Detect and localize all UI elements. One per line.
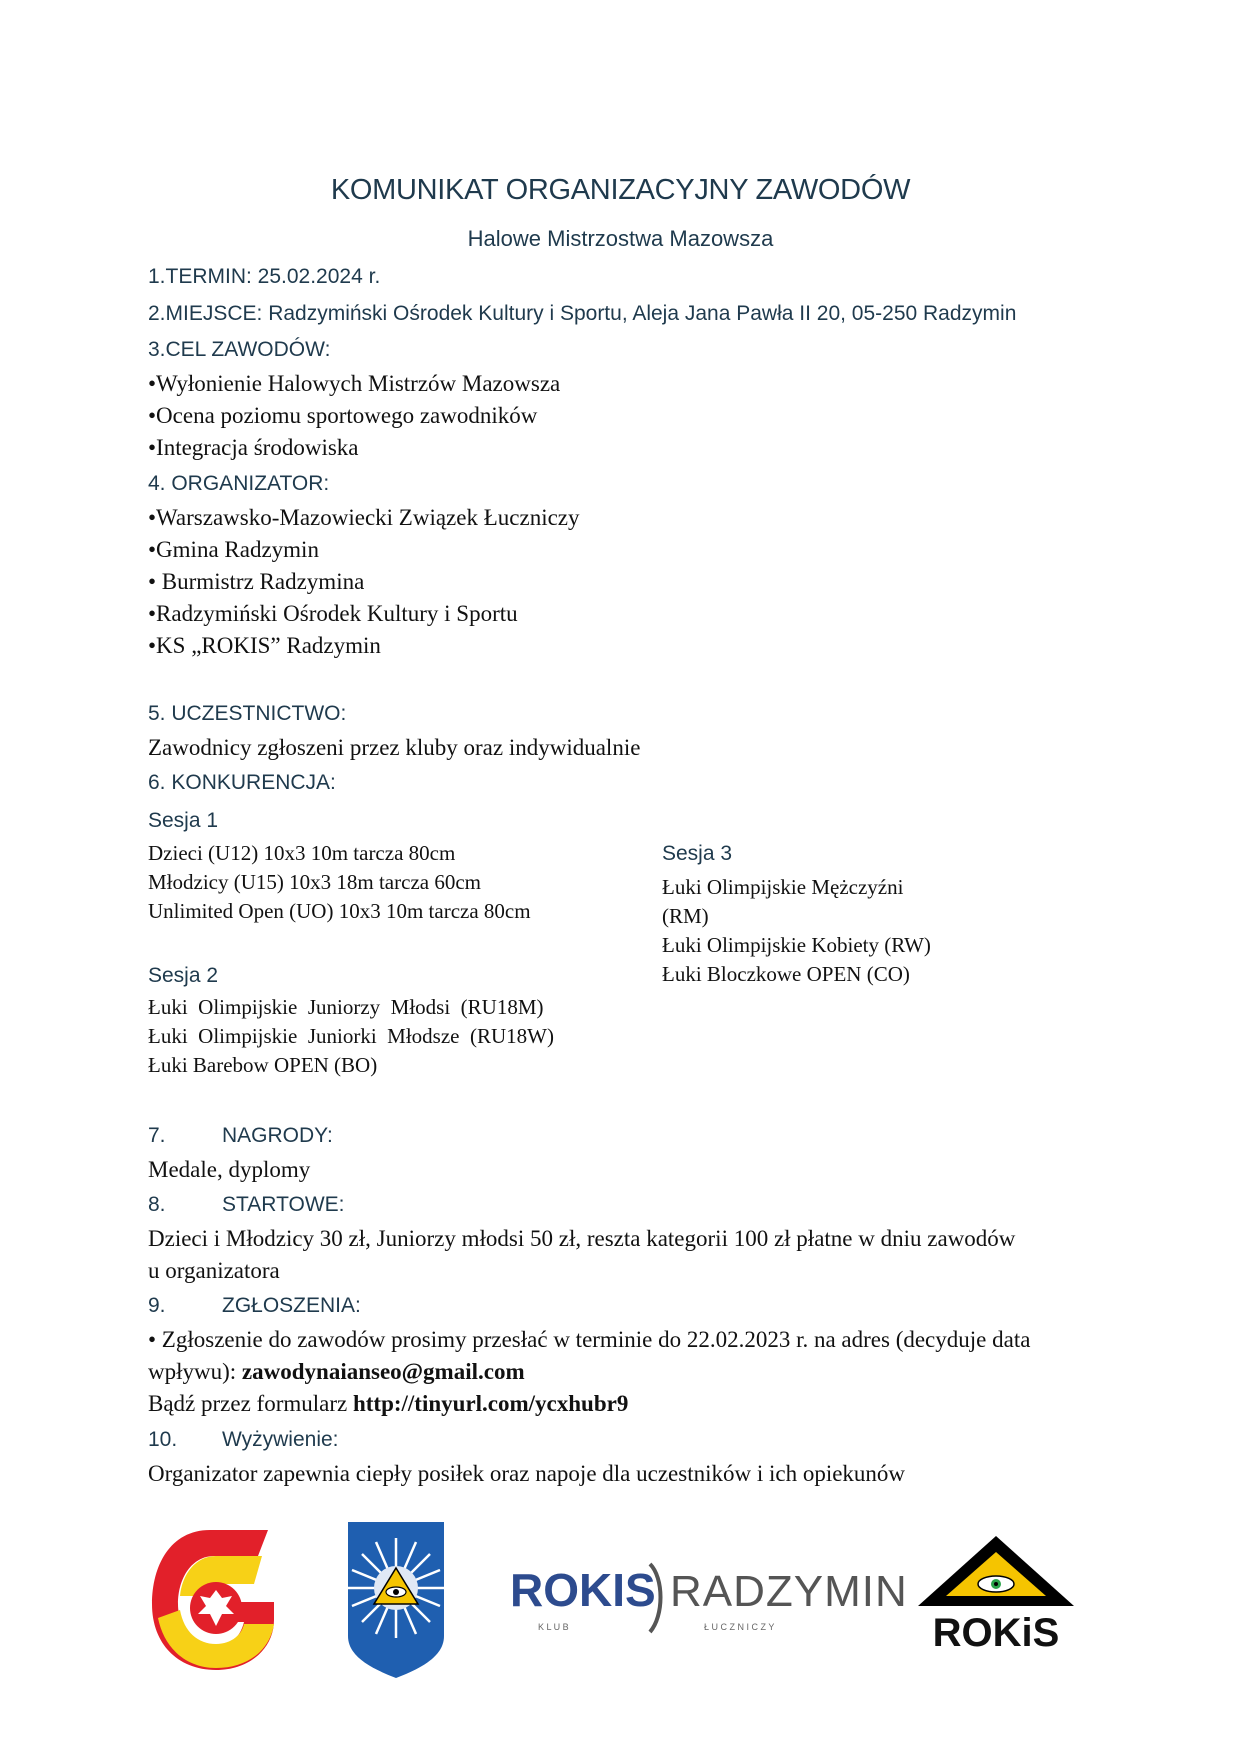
wyzywienie-number: 10. [148, 1428, 178, 1451]
zgloszenia-line: • Zgłoszenie do zawodów prosimy przesłać w terminie do 22.02.2023 r. na adres (decyduje data [148, 1327, 1031, 1352]
cel-heading: 3.CEL ZAWODÓW: [148, 338, 331, 361]
uczestnictwo-heading: 5. UCZESTNICTWO: [148, 702, 347, 725]
radzymin-logo-text: RADZYMIN [670, 1567, 908, 1616]
form-url-link[interactable]: http://tinyurl.com/ycxhubr9 [352, 1391, 629, 1416]
sesja3-item: Łuki Olimpijskie Mężczyźni [662, 875, 904, 899]
rokis-logo-text: ROKIS [510, 1564, 656, 1616]
email-link[interactable]: zawodynaianseo@gmail.com [241, 1359, 525, 1384]
zgloszenia-number: 9. [148, 1294, 166, 1317]
nagrody-heading-text: NAGRODY: [222, 1124, 333, 1147]
rokis-triangle-text: ROKiS [932, 1611, 1060, 1655]
organizator-heading: 4. ORGANIZATOR: [148, 472, 330, 495]
sponsor-logos [0, 1520, 1241, 1700]
nagrody-number: 7. [148, 1124, 166, 1147]
sesja2-item: Łuki Olimpijskie Juniorki Młodsze (RU18W) [148, 1024, 554, 1048]
wyzywienie-text: Organizator zapewnia ciepły posiłek oraz napoje dla uczestników i ich opiekunów [148, 1461, 906, 1486]
klub-text: K L U B [538, 1622, 569, 1632]
sesja1-label: Sesja 1 [148, 809, 219, 832]
startowe-line: Dzieci i Młodzicy 30 zł, Juniorzy młodsi 50 zł, reszta kategorii 100 zł płatne w dniu zawodów [148, 1226, 1016, 1251]
rokis-triangle-logo [916, 1534, 1076, 1654]
organizator-item: •Warszawsko-Mazowiecki Związek Łuczniczy [148, 505, 580, 530]
sesja2-item: Łuki Olimpijskie Juniorzy Młodsi (RU18M) [148, 995, 544, 1019]
cel-item: •Wyłonienie Halowych Mistrzów Mazowsza [148, 371, 561, 396]
organizator-item: •KS „ROKIS” Radzymin [148, 633, 381, 658]
cel-item: •Integracja środowiska [148, 435, 359, 460]
startowe-number: 8. [148, 1193, 166, 1216]
zgloszenia-heading [148, 1294, 361, 1318]
termin: 1.TERMIN: 25.02.2024 r. [148, 265, 381, 288]
page-subtitle: Halowe Mistrzostwa Mazowsza [467, 226, 774, 251]
sesja1-item: Młodzicy (U15) 10x3 18m tarcza 60cm [148, 870, 481, 894]
zgloszenia-line [148, 1391, 628, 1417]
organizator-item: • Burmistrz Radzymina [148, 569, 365, 594]
sesja2-label: Sesja 2 [148, 964, 219, 987]
konkurencja-heading: 6. KONKURENCJA: [148, 771, 336, 794]
organizator-item: •Radzymiński Ośrodek Kultury i Sportu [148, 601, 518, 626]
sesja3-item: (RM) [662, 904, 709, 928]
zgloszenia-heading-text: ZGŁOSZENIA: [222, 1294, 361, 1317]
zgloszenia-line [148, 1359, 525, 1385]
sesja3-label: Sesja 3 [662, 842, 733, 865]
startowe-heading [148, 1193, 345, 1217]
sesja3-item: Łuki Bloczkowe OPEN (CO) [662, 962, 910, 986]
wyzywienie-heading [148, 1428, 339, 1452]
rokis-radzymin-logo [508, 1560, 908, 1640]
miejsce: 2.MIEJSCE: Radzymiński Ośrodek Kultury i Sportu, Aleja Jana Pawła II 20, 05-250 Radzymin [148, 302, 1017, 325]
cel-item: •Ocena poziomu sportowego zawodników [148, 403, 538, 428]
startowe-line: u organizatora [148, 1258, 280, 1283]
sesja3-item: Łuki Olimpijskie Kobiety (RW) [662, 933, 931, 957]
sesja2-item: Łuki Barebow OPEN (BO) [148, 1053, 378, 1077]
page-title: KOMUNIKAT ORGANIZACYJNY ZAWODÓW [330, 174, 911, 206]
organizator-item: •Gmina Radzymin [148, 537, 319, 562]
startowe-heading-text: STARTOWE: [222, 1193, 345, 1216]
radzymin-coat-of-arms [346, 1520, 446, 1680]
sesja1-item: Unlimited Open (UO) 10x3 10m tarcza 80cm [148, 899, 531, 923]
sesja1-item: Dzieci (U12) 10x3 10m tarcza 80cm [148, 841, 456, 865]
nagrody-heading [148, 1124, 333, 1148]
nagrody-text: Medale, dyplomy [148, 1157, 311, 1182]
zgloszenia-line-prefix: wpływu): [148, 1359, 242, 1384]
luczniczy-text: Ł U C Z N I C Z Y [704, 1622, 775, 1632]
uczestnictwo-text: Zawodnicy zgłoszeni przez kluby oraz indywidualnie [148, 735, 641, 760]
wyzywienie-heading-text: Wyżywienie: [222, 1428, 339, 1451]
mazowsze-logo [150, 1526, 278, 1672]
zgloszenia-line-prefix: Bądź przez formularz [148, 1391, 353, 1416]
